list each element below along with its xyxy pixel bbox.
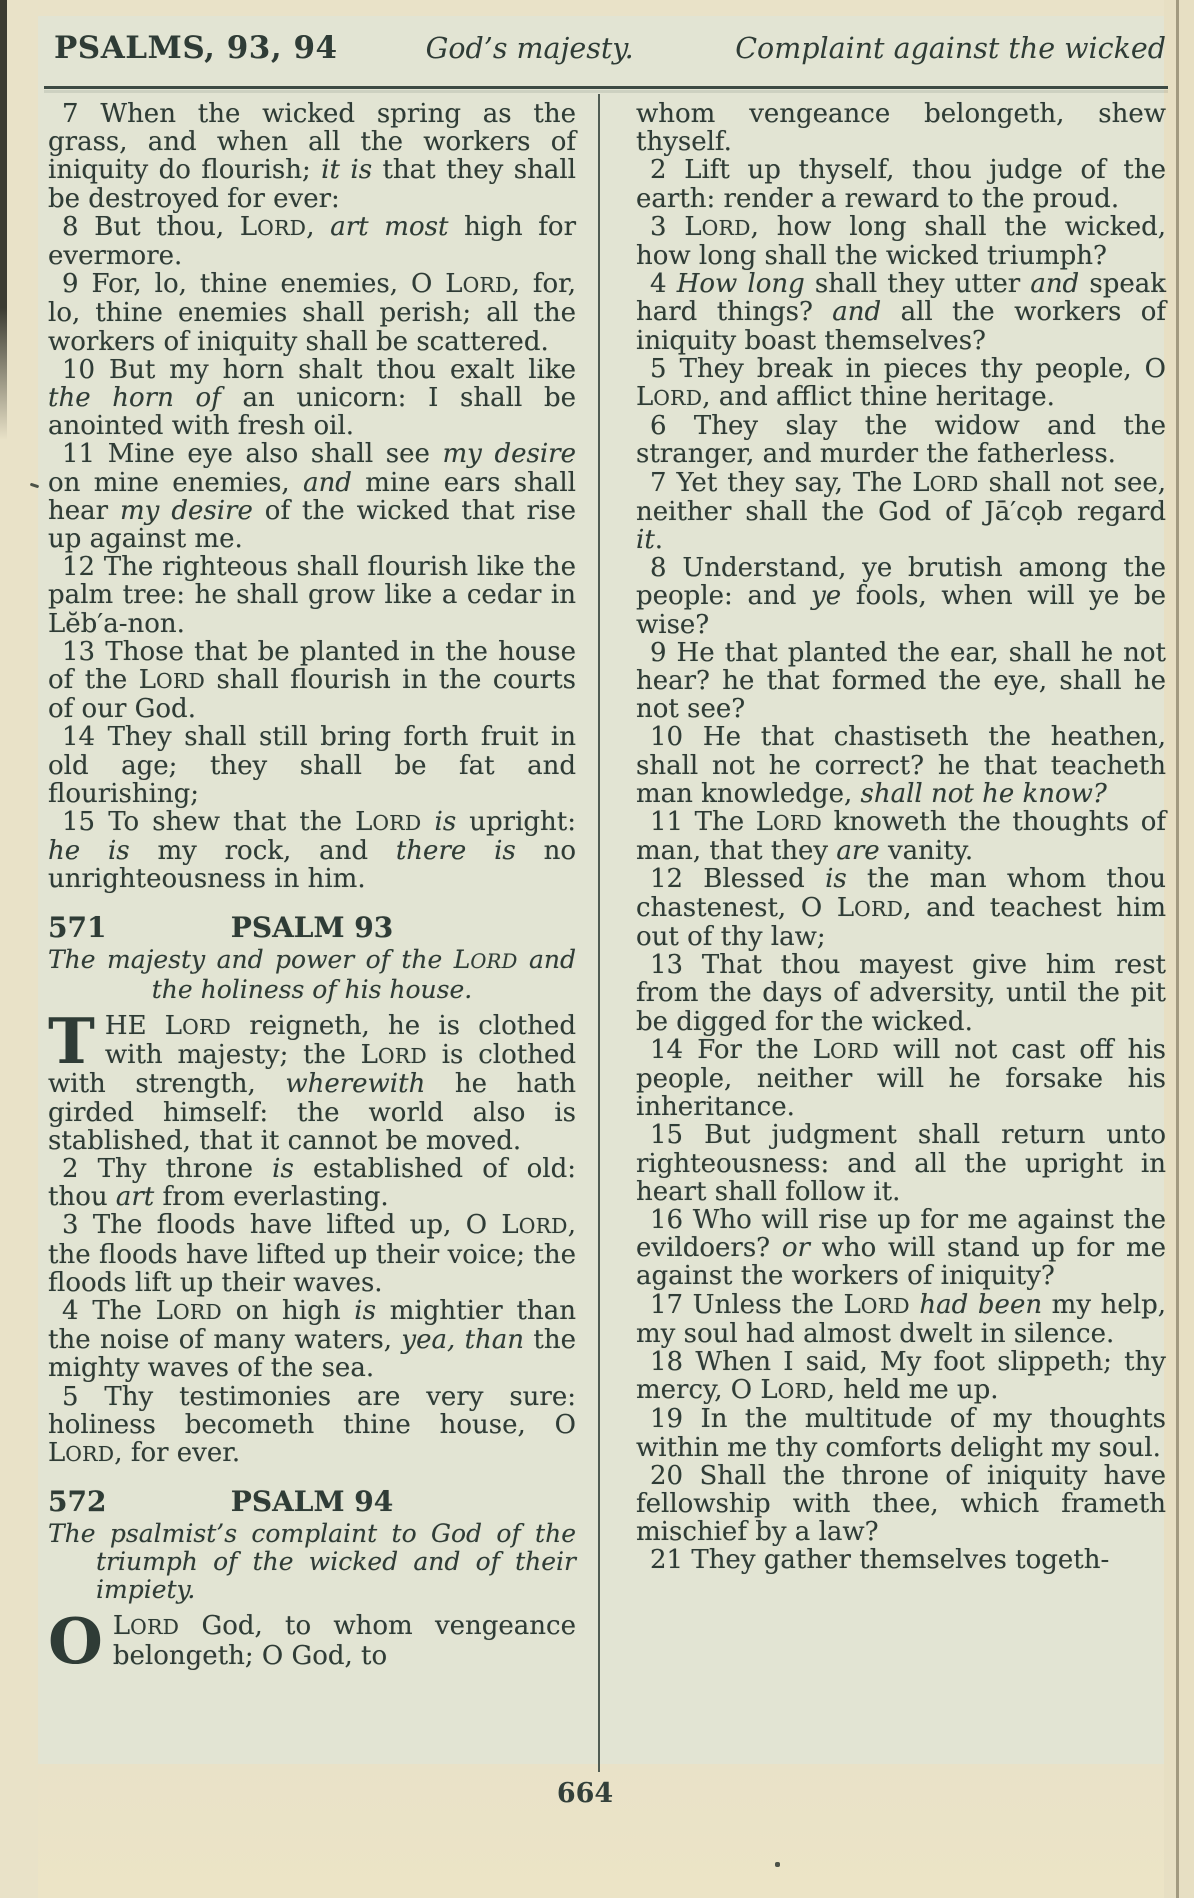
verse: 14 They shall still bring forth fruit in old age; they shall be fat and flourishing; (48, 722, 576, 809)
page-number: 664 (556, 1778, 614, 1809)
book-title: PSALMS, 93, 94 (54, 30, 338, 66)
column-divider (598, 94, 600, 1772)
psalm-title: PSALM 93 (230, 910, 394, 944)
verse: 14 For the LORD will not cast off his people, neither will he forsake his inheritance. (636, 1034, 1166, 1123)
paper-margin-top (0, 0, 1194, 16)
page-edge-crease (1176, 0, 1179, 1898)
running-head-left: God’s majesty. (425, 32, 634, 65)
verse: 3 The floods have lifted up, O LORD, the floods have lifted up their voice; the floods lift up their waves. (48, 1210, 576, 1298)
verse: 15 To shew that the LORD is upright: he is my rock, and there is no unrighteousness in him. (48, 807, 577, 895)
verse: 5 Thy testimonies are very sure: holiness becometh thine house, O LORD, for ever. (48, 1381, 576, 1468)
drop-cap: T (48, 1003, 95, 1078)
verse-continuation: whom vengeance belongeth, shew thyself. (636, 99, 1166, 158)
verse: 11 The LORD knoweth the thoughts of man, that they are vanity. (636, 807, 1166, 867)
verse: 8 Understand, ye brutish among the people: and ye fools, when will ye be wise? (636, 553, 1166, 640)
verse: 21 They gather themselves togeth- (650, 1545, 1110, 1576)
verse: 2 Lift up thyself, thou judge of the earth: render a reward to the proud. (636, 155, 1166, 214)
psalm-title: PSALM 94 (230, 1485, 394, 1519)
verse: 19 In the multitude of my thoughts within me thy comforts delight my soul. (636, 1404, 1166, 1463)
psalm-subtitle: The majesty and power of the LORD and the holiness of his house. (48, 944, 576, 1004)
verse: 16 Who will rise up for me against the evildoers? or who will stand up for me against the workers of iniquity? (636, 1204, 1166, 1292)
scan-shadow-left (0, 0, 7, 440)
running-head-right: Complaint against the wicked (735, 32, 1166, 65)
verse: 7 Yet they say, The LORD shall not see, neither shall the God of Jā′cọb regard it. (636, 467, 1166, 556)
verse: 3 LORD, how long shall the wicked, how long shall the wicked triumph? (636, 211, 1166, 272)
psalm-section-number: 572 (48, 1485, 107, 1519)
right-column (636, 100, 1166, 1575)
verse: 10 But my horn shalt thou exalt like the horn of an unicorn: I shall be anointed with fresh oil. (48, 354, 576, 442)
psalm-heading (48, 910, 576, 944)
left-column (48, 99, 577, 1679)
verse: 12 The righteous shall flourish like the palm tree: he shall grow like a cedar in Lĕb′a-non. (48, 552, 576, 639)
verse: 6 They slay the widow and the stranger, and murder the fatherless. (636, 411, 1166, 470)
psalm-section-number: 571 (48, 910, 107, 944)
running-head-topics (338, 32, 1166, 65)
header-rule (44, 86, 1168, 89)
verse: 5 They break in pieces thy people, O LORD, and afflict thine heritage. (636, 353, 1166, 413)
verse: 7 When the wicked spring as the grass, and when all the workers of iniquity do flourish; it is that they shall be destroyed for ever: (48, 99, 577, 214)
verse: 4 The LORD on high is mightier than the noise of many waters, yea, than the mighty waves of the sea. (48, 1295, 576, 1384)
verse: 20 Shall the throne of iniquity have fellowship with thee, which frameth mischief by a law? (636, 1460, 1166, 1548)
verse: 13 Those that be planted in the house of the LORD shall flourish in the courts of our God. (48, 636, 576, 725)
verse: 9 For, lo, thine enemies, O LORD, for, lo, thine enemies shall perish; all the workers of iniquity shall be scattered. (48, 269, 576, 357)
verse: 13 That thou mayest give him rest from the days of adversity, until the pit be digged for the wicked. (636, 950, 1166, 1037)
psalm-subtitle: The psalmist’s complaint to God of the triumph of the wicked and of their impiety. (48, 1519, 576, 1605)
verse: 8 But thou, LORD, art most high for evermore. (48, 211, 577, 272)
verse: 15 But judgment shall return unto righteousness: and all the upright in heart shall follow it. (636, 1120, 1166, 1207)
running-head (54, 30, 1166, 66)
verse: 12 Blessed is the man whom thou chastenest, O LORD, and teachest him out of thy law; (636, 864, 1166, 952)
verse: 9 He that planted the ear, shall he not hear? he that formed the eye, shall he not see? (636, 637, 1166, 725)
dropcap-verse: THE LORD reigneth, he is clothed with majesty; the LORD is clothed with strength, wherewith he hath girded himself: the world also is stablished, that it cannot be moved. (48, 1003, 576, 1156)
verse: 18 When I said, My foot slippeth; thy mercy, O LORD, held me up. (636, 1346, 1166, 1406)
verse: 2 Thy throne is established of old: thou art from everlasting. (48, 1153, 576, 1213)
psalm-heading (48, 1485, 576, 1519)
verse: 4 How long shall they utter and speak hard things? and all the workers of iniquity boast themselves? (636, 269, 1167, 356)
verse: 17 Unless the LORD had been my help, my soul had almost dwelt in silence. (636, 1289, 1166, 1349)
verse: 10 He that chastiseth the heathen, shall not he correct? he that teacheth man knowledge, shall not he know? (636, 722, 1166, 809)
paper-margin-right (1164, 0, 1194, 1898)
ink-speck (775, 1862, 780, 1867)
verse: 11 Mine eye also shall see my desire on mine enemies, and mine ears shall hear my desire of the wicked that rise up against me. (48, 439, 577, 555)
dropcap-verse: O LORD God, to whom vengeance belongeth; O God, to (48, 1604, 576, 1679)
text-columns (48, 100, 1166, 1780)
drop-cap: O (48, 1604, 103, 1679)
